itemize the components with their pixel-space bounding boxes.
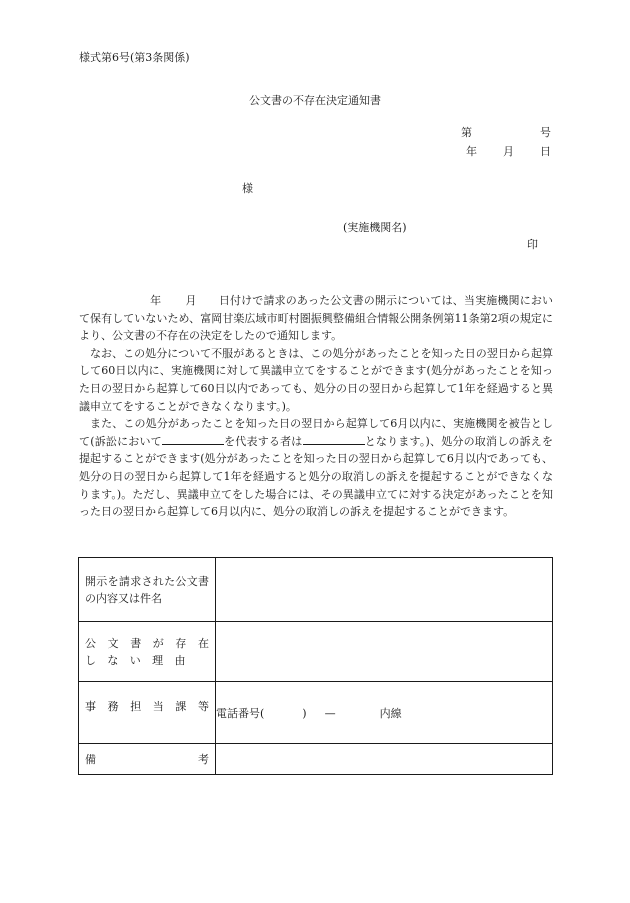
document-number-line (461, 124, 551, 140)
phone-prefix: 電話番号( (216, 706, 265, 720)
body-paragraph-3 (79, 415, 553, 521)
notice-body (79, 292, 553, 521)
label-char: 理 (152, 653, 164, 667)
date-year: 年 (466, 145, 477, 158)
agency-name: (実施機関名) (343, 221, 407, 234)
label-char: 公 (85, 636, 96, 650)
label-char: 備 (85, 752, 96, 766)
phone-close-paren: ) (302, 706, 307, 720)
row-value-department (216, 682, 553, 744)
row-value-nonexistence-reason (216, 622, 553, 682)
number-prefix: 第 (461, 126, 472, 139)
blank-underline-1 (162, 433, 224, 445)
label-char: 課 (175, 700, 187, 713)
date-month: 月 (503, 145, 514, 158)
addressee-line: 様 (242, 182, 253, 195)
label-char: 在 (197, 636, 209, 650)
table-row (79, 622, 553, 682)
document-title: 公文書の不存在決定通知書 (249, 94, 381, 107)
label-char: 考 (198, 752, 209, 766)
label-char: 存 (175, 636, 187, 650)
row-label-request-content-text: 開示を請求された公文書の内容又は件名 (85, 574, 209, 605)
body-paragraph-2: なお、この処分について不服があるときは、この処分があったことを知った日の翌日から起算して60日以内に、実施機関に対して異議申立てをすることができます(処分があったことを知った日の翌日から起算して60日以内であっても、処分の日の翌日から起算して1年を経過すると異議申立てをすることができなくなります。)。 (79, 346, 553, 413)
body-paragraph-1-text: 日付けで請求のあった公文書の開示については、当実施機関において保有していないため、富岡甘楽広域市町村圏振興整備組合情報公開条例第11条第2項の規定により、公文書の不存在の決定をしたので通知します。 (79, 294, 554, 343)
phone-extension: 内線 (379, 706, 402, 720)
reason-label-line-1 (85, 635, 209, 652)
blank-underline-2 (303, 433, 365, 445)
label-char: 由 (174, 653, 186, 667)
body-year: 年 (150, 294, 162, 307)
label-char: 等 (197, 700, 209, 713)
label-char: い (129, 653, 141, 667)
row-value-request-content (216, 558, 553, 622)
label-char: 文 (107, 636, 119, 650)
row-value-remarks (216, 744, 553, 775)
date-line (466, 143, 551, 159)
department-label (85, 698, 209, 715)
label-char: し (85, 653, 96, 667)
body-paragraph-1 (79, 292, 553, 345)
table-row (79, 744, 553, 775)
seal-mark: 印 (527, 238, 538, 251)
number-suffix: 号 (540, 126, 551, 139)
body-paragraph-3-part-a: また、この処分があったことを知った日の翌日から起算して6月以内に、実施機関を被告として(訴訟において (79, 417, 553, 448)
remarks-label (85, 751, 209, 768)
form-number-label: 様式第6号(第3条関係) (79, 51, 190, 64)
label-char: 書 (130, 636, 142, 650)
reason-label-line-2 (85, 652, 185, 669)
body-paragraph-3-part-c: となります。)、処分の取消しの訴えを提起することができます(処分があったことを知った日の翌日から起算して6月以内であっても、処分の日の翌日から起算して1年を経過すると処分の取消しの訴えを提起することができなくなります。)。ただし、異議申立てをした場合には、その異議申立てに対する決定があったことを知った日の翌日から起算して6月以内に、処分の取消しの訴えを提起することができます。 (79, 434, 554, 519)
row-label-nonexistence-reason (79, 622, 216, 682)
phone-dash: — (324, 706, 336, 720)
table-row (79, 682, 553, 744)
body-month: 月 (185, 294, 197, 307)
row-label-department (79, 682, 216, 744)
body-paragraph-3-part-b: を代表する者は (223, 434, 303, 448)
date-day: 日 (540, 145, 551, 158)
label-char: 担 (130, 700, 142, 713)
info-table (78, 557, 553, 775)
row-label-remarks (79, 744, 216, 775)
label-char: が (152, 636, 164, 650)
label-char: 務 (107, 700, 119, 713)
label-char: な (107, 653, 119, 667)
table-row (79, 558, 553, 622)
row-label-request-content (79, 558, 216, 622)
label-char: 当 (152, 700, 164, 713)
label-char: 事 (85, 700, 96, 713)
